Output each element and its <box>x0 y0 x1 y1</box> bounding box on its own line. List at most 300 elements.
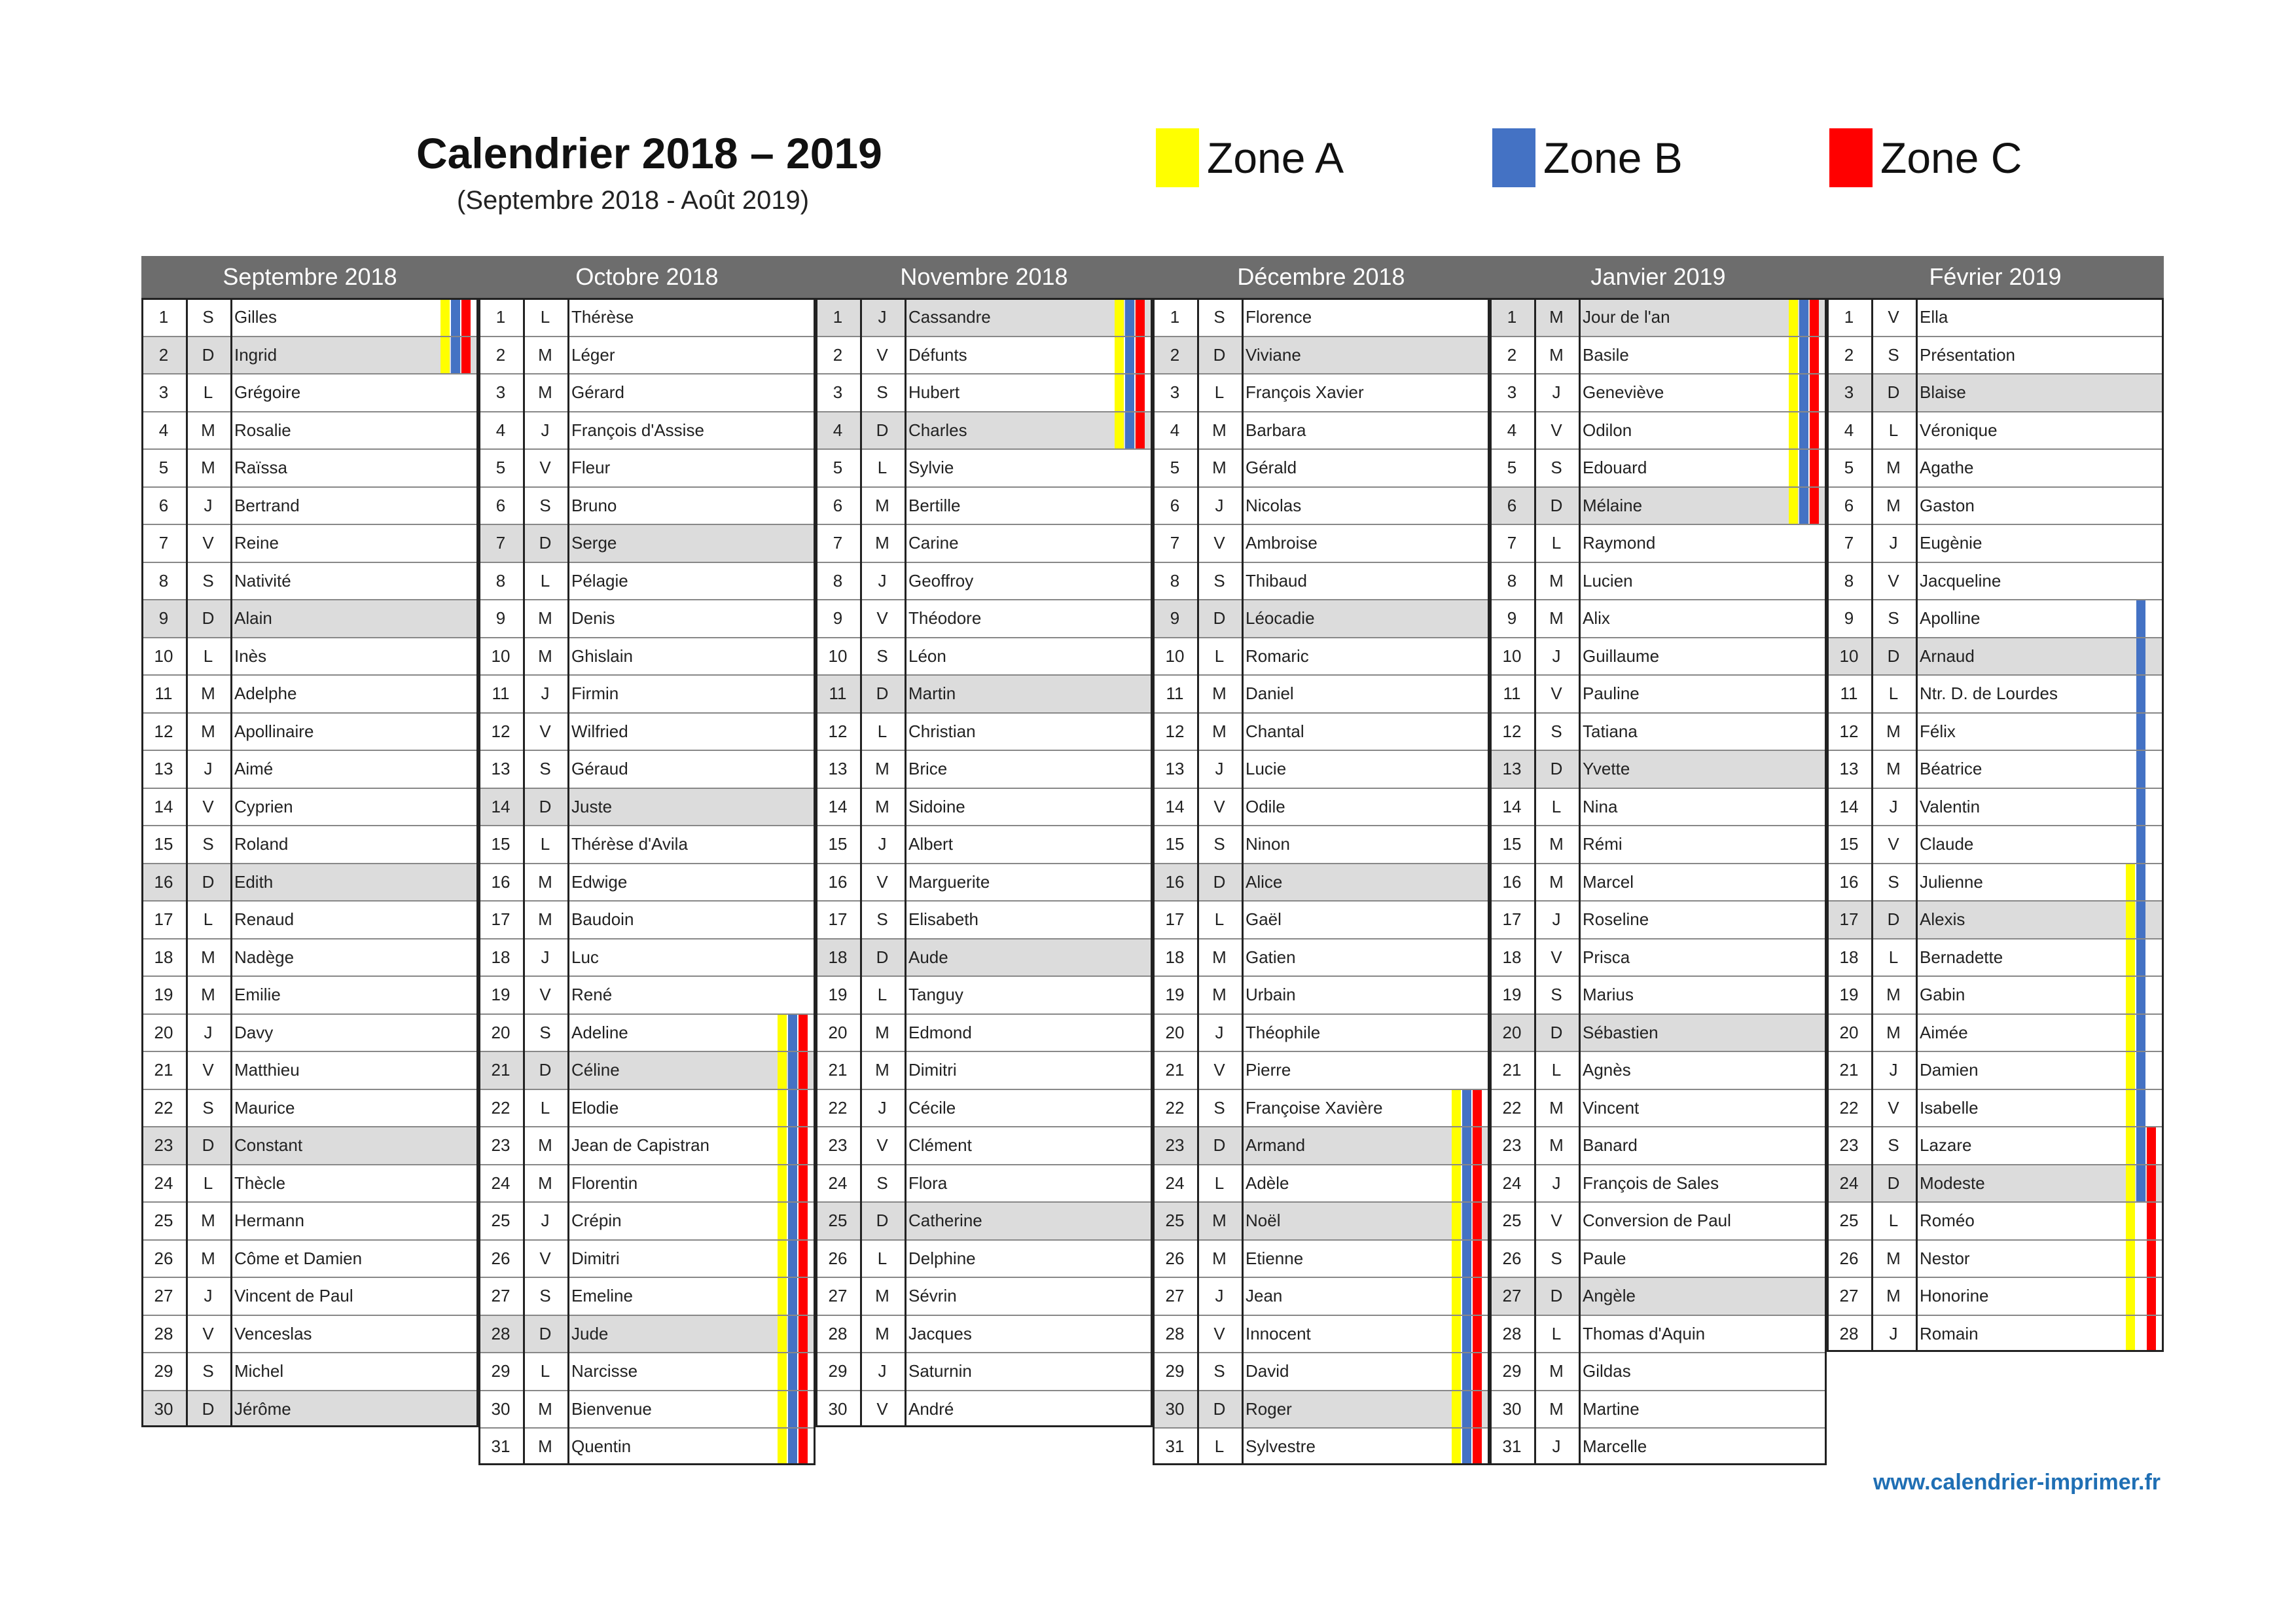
saint-name: Ingrid <box>234 344 278 365</box>
zone-c-holiday-marker <box>1473 1353 1482 1390</box>
day-of-week: L <box>877 985 888 1005</box>
day-row <box>1490 637 1827 675</box>
saint-name: Jean de Capistran <box>571 1135 710 1156</box>
day-number: 27 <box>154 1286 173 1306</box>
zone-b-swatch <box>1492 128 1535 187</box>
day-of-week: J <box>1552 909 1561 930</box>
day-row <box>478 1427 816 1465</box>
month-column <box>478 256 816 1457</box>
day-row <box>478 825 816 863</box>
day-number: 17 <box>1165 909 1185 930</box>
day-number: 15 <box>154 834 173 854</box>
saint-name: Honorine <box>1920 1286 1989 1306</box>
day-of-week: S <box>1551 1248 1562 1268</box>
saint-name: Innocent <box>1246 1323 1311 1343</box>
day-number: 10 <box>154 646 173 666</box>
zone-a-holiday-marker <box>1115 337 1124 374</box>
zone-b-holiday-marker <box>2136 714 2145 750</box>
month-column <box>816 256 1153 1419</box>
day-of-week: D <box>1550 495 1563 515</box>
day-of-week: M <box>875 1286 889 1306</box>
day-row <box>1153 938 1490 976</box>
zone-a-holiday-marker <box>778 1316 787 1353</box>
day-of-week: M <box>875 1022 889 1042</box>
day-of-week: L <box>1888 1211 1899 1231</box>
day-number: 29 <box>828 1361 848 1381</box>
day-number: 12 <box>1502 721 1522 741</box>
day-row <box>1490 1089 1827 1127</box>
zone-a-holiday-marker <box>440 299 450 336</box>
zone-c-holiday-marker <box>798 1090 808 1127</box>
day-of-week: D <box>876 947 889 967</box>
day-number: 18 <box>1839 947 1859 967</box>
day-row <box>141 336 478 374</box>
zone-a-holiday-marker <box>2126 1241 2135 1277</box>
day-row <box>816 976 1153 1013</box>
day-number: 25 <box>1502 1211 1522 1231</box>
day-row <box>816 825 1153 863</box>
column-divider <box>1197 298 1199 1465</box>
day-number: 21 <box>491 1060 511 1080</box>
day-of-week: L <box>540 570 550 591</box>
day-number: 19 <box>154 985 173 1005</box>
day-number: 19 <box>1165 985 1185 1005</box>
zone-b-holiday-marker <box>451 299 460 336</box>
saint-name: Adeline <box>571 1022 628 1042</box>
day-of-week: M <box>538 646 552 666</box>
day-row <box>1490 1277 1827 1315</box>
day-number: 14 <box>828 796 848 816</box>
saint-name: Davy <box>234 1022 274 1042</box>
saint-name: Damien <box>1920 1060 1979 1080</box>
day-of-week: M <box>1549 608 1564 629</box>
day-number: 24 <box>1839 1173 1859 1193</box>
zone-a-holiday-marker <box>2126 1278 2135 1315</box>
month-header: Février 2019 <box>1827 256 2164 298</box>
zone-a-holiday-marker <box>2126 1090 2135 1127</box>
day-of-week: M <box>1549 570 1564 591</box>
day-number: 22 <box>1839 1097 1859 1118</box>
day-number: 2 <box>1170 344 1180 365</box>
day-number: 6 <box>495 495 506 515</box>
saint-name: Ninon <box>1246 834 1290 854</box>
zone-b-holiday-marker <box>1799 412 1808 449</box>
zone-b-holiday-marker <box>2136 1090 2145 1127</box>
saint-name: Félix <box>1920 721 1956 741</box>
saint-name: Emilie <box>234 985 281 1005</box>
day-of-week: M <box>1212 1211 1227 1231</box>
day-row <box>1490 599 1827 637</box>
zone-c-holiday-marker <box>798 1316 808 1353</box>
saint-name: Florence <box>1246 307 1312 327</box>
saint-name: Ntr. D. de Lourdes <box>1920 684 2058 704</box>
day-number: 21 <box>1839 1060 1859 1080</box>
day-of-week: S <box>202 307 214 327</box>
day-of-week: J <box>1215 759 1224 779</box>
day-of-week: L <box>203 382 213 403</box>
saint-name: Firmin <box>571 684 619 704</box>
day-row <box>816 373 1153 411</box>
saint-name: Ambroise <box>1246 533 1318 553</box>
zone-c-holiday-marker <box>461 299 471 336</box>
day-of-week: D <box>876 684 889 704</box>
day-number: 19 <box>828 985 848 1005</box>
day-number: 10 <box>828 646 848 666</box>
legend-zone-a <box>1156 128 1344 187</box>
day-of-week: S <box>876 909 888 930</box>
saint-name: Michel <box>234 1361 284 1381</box>
day-of-week: D <box>539 533 552 553</box>
zone-b-holiday-marker <box>1799 488 1808 524</box>
zone-c-holiday-marker <box>1810 488 1819 524</box>
month-header: Décembre 2018 <box>1153 256 1490 298</box>
day-row <box>1153 863 1490 901</box>
day-number: 1 <box>1507 307 1517 327</box>
day-row <box>1153 562 1490 600</box>
day-row <box>1153 599 1490 637</box>
saint-name: Roseline <box>1583 909 1649 930</box>
day-row <box>1827 674 2164 712</box>
day-of-week: M <box>1549 1135 1564 1156</box>
day-of-week: J <box>878 1097 887 1118</box>
zone-a-holiday-marker <box>778 1278 787 1315</box>
day-row <box>1490 825 1827 863</box>
day-of-week: S <box>1213 1361 1225 1381</box>
saint-name: Gaël <box>1246 909 1282 930</box>
zone-a-holiday-marker <box>778 1429 787 1465</box>
saint-name: André <box>908 1398 954 1419</box>
day-of-week: V <box>1551 1211 1562 1231</box>
saint-name: Flora <box>908 1173 948 1193</box>
saint-name: Françoise Xavière <box>1246 1097 1383 1118</box>
day-number: 12 <box>828 721 848 741</box>
day-row <box>141 863 478 901</box>
day-row <box>1153 373 1490 411</box>
day-row <box>1153 486 1490 524</box>
day-of-week: M <box>1886 985 1901 1005</box>
day-number: 30 <box>154 1398 173 1419</box>
zone-a-holiday-marker <box>1115 412 1124 449</box>
zone-c-holiday-marker <box>798 1429 808 1465</box>
zone-c-holiday-marker <box>798 1353 808 1390</box>
day-row <box>1827 524 2164 562</box>
day-of-week: V <box>1888 834 1899 854</box>
day-number: 7 <box>158 533 169 553</box>
day-row <box>1827 788 2164 826</box>
saint-name: Quentin <box>571 1436 632 1457</box>
day-number: 6 <box>1170 495 1180 515</box>
zone-c-holiday-marker <box>1810 450 1819 486</box>
day-row <box>1827 1239 2164 1277</box>
day-number: 8 <box>833 570 843 591</box>
day-row <box>1827 1201 2164 1239</box>
saint-name: Léon <box>908 646 946 666</box>
day-number: 23 <box>491 1135 511 1156</box>
day-of-week: L <box>1214 646 1225 666</box>
day-row <box>141 486 478 524</box>
zone-b-holiday-marker <box>1462 1127 1471 1164</box>
zone-a-holiday-marker <box>1789 337 1798 374</box>
day-of-week: L <box>1214 1436 1225 1457</box>
saint-name: Lucien <box>1583 570 1633 591</box>
zone-c-holiday-marker <box>2147 1127 2156 1164</box>
day-number: 18 <box>1502 947 1522 967</box>
zone-c-holiday-marker <box>461 337 471 374</box>
day-number: 28 <box>1839 1323 1859 1343</box>
day-of-week: V <box>876 1398 888 1419</box>
day-number: 4 <box>1844 420 1854 440</box>
day-row <box>1827 938 2164 976</box>
month-column <box>1153 256 1490 1457</box>
saint-name: Rosalie <box>234 420 291 440</box>
day-row <box>816 1239 1153 1277</box>
saint-name: Aimée <box>1920 1022 1968 1042</box>
day-of-week: D <box>876 1211 889 1231</box>
day-row <box>1153 448 1490 486</box>
day-number: 24 <box>828 1173 848 1193</box>
day-number: 7 <box>1170 533 1180 553</box>
day-of-week: M <box>1212 420 1227 440</box>
day-row <box>1827 1164 2164 1202</box>
day-row <box>1827 599 2164 637</box>
saint-name: Geoffroy <box>908 570 974 591</box>
column-divider <box>230 298 232 1427</box>
day-number: 18 <box>828 947 848 967</box>
day-row <box>1490 486 1827 524</box>
day-of-week: D <box>1213 871 1226 892</box>
saint-name: Hubert <box>908 382 960 403</box>
day-row <box>1490 524 1827 562</box>
saint-name: François de Sales <box>1583 1173 1719 1193</box>
saint-name: Jour de l'an <box>1583 307 1670 327</box>
day-row <box>1153 1239 1490 1277</box>
day-of-week: V <box>876 344 888 365</box>
day-number: 10 <box>491 646 511 666</box>
saint-name: Barbara <box>1246 420 1306 440</box>
day-number: 13 <box>491 759 511 779</box>
zone-c-holiday-marker <box>1810 299 1819 336</box>
saint-name: Présentation <box>1920 344 2015 365</box>
day-row <box>478 938 816 976</box>
saint-name: Jacqueline <box>1920 570 2001 591</box>
day-of-week: V <box>1551 947 1562 967</box>
saint-name: Alice <box>1246 871 1283 892</box>
day-number: 11 <box>1840 684 1858 704</box>
day-row <box>816 1315 1153 1353</box>
zone-c-holiday-marker <box>798 1278 808 1315</box>
saint-name: Raïssa <box>234 458 287 478</box>
day-number: 22 <box>1502 1097 1522 1118</box>
day-row <box>1490 1201 1827 1239</box>
saint-name: Sylvestre <box>1246 1436 1316 1457</box>
day-of-week: M <box>201 1248 215 1268</box>
saint-name: David <box>1246 1361 1289 1381</box>
day-row <box>478 1013 816 1051</box>
zone-a-holiday-marker <box>778 1015 787 1051</box>
saint-name: Nicolas <box>1246 495 1302 515</box>
day-row <box>141 298 478 336</box>
day-of-week: S <box>1888 344 1899 365</box>
zone-b-holiday-marker <box>1462 1353 1471 1390</box>
zone-a-holiday-marker <box>1452 1316 1461 1353</box>
day-number: 3 <box>833 382 843 403</box>
day-number: 18 <box>491 947 511 967</box>
saint-name: Bertille <box>908 495 961 515</box>
day-number: 23 <box>1165 1135 1185 1156</box>
day-of-week: M <box>538 382 552 403</box>
day-row <box>478 863 816 901</box>
zone-b-holiday-marker <box>2136 638 2145 675</box>
zone-b-holiday-marker <box>2136 1165 2145 1202</box>
day-of-week: L <box>877 458 888 478</box>
saint-name: Dimitri <box>571 1248 620 1268</box>
day-of-week: D <box>1887 646 1900 666</box>
day-row <box>816 1013 1153 1051</box>
month-column <box>1490 256 1827 1457</box>
day-row <box>816 1277 1153 1315</box>
day-of-week: J <box>1889 796 1898 816</box>
day-of-week: M <box>201 1211 215 1231</box>
day-of-week: M <box>1549 1097 1564 1118</box>
saint-name: Jérôme <box>234 1398 291 1419</box>
day-row <box>1490 411 1827 449</box>
day-of-week: V <box>539 721 551 741</box>
day-number: 25 <box>154 1211 173 1231</box>
column-divider <box>860 298 862 1427</box>
day-of-week: J <box>878 570 887 591</box>
day-row <box>141 712 478 750</box>
day-row <box>141 373 478 411</box>
day-number: 7 <box>833 533 843 553</box>
day-of-week: J <box>1215 1022 1224 1042</box>
day-of-week: V <box>1551 684 1562 704</box>
saint-name: Cassandre <box>908 307 991 327</box>
saint-name: Léger <box>571 344 615 365</box>
zone-c-holiday-marker <box>2147 1165 2156 1202</box>
day-of-week: L <box>1888 947 1899 967</box>
day-row <box>1827 1277 2164 1315</box>
day-row <box>478 1315 816 1353</box>
zone-b-holiday-marker <box>788 1241 797 1277</box>
day-row <box>141 637 478 675</box>
day-row <box>478 524 816 562</box>
calendar-subtitle: (Septembre 2018 - Août 2019) <box>457 186 810 215</box>
day-row <box>1153 1352 1490 1390</box>
day-row <box>816 1390 1153 1428</box>
day-of-week: J <box>541 947 550 967</box>
day-of-week: L <box>203 1173 213 1193</box>
day-row <box>1490 1427 1827 1465</box>
day-row <box>1490 750 1827 788</box>
day-row <box>1490 1239 1827 1277</box>
day-of-week: M <box>1212 985 1227 1005</box>
saint-name: Alexis <box>1920 909 1965 930</box>
zone-c-holiday-marker <box>1473 1203 1482 1239</box>
day-number: 5 <box>158 458 169 478</box>
day-of-week: D <box>1213 1398 1226 1419</box>
zone-a-holiday-marker <box>1789 450 1798 486</box>
day-number: 16 <box>828 871 848 892</box>
column-divider <box>1242 298 1244 1465</box>
day-number: 21 <box>1502 1060 1522 1080</box>
day-number: 24 <box>154 1173 173 1193</box>
saint-name: Reine <box>234 533 279 553</box>
day-of-week: L <box>203 646 213 666</box>
saint-name: Conversion de Paul <box>1583 1211 1731 1231</box>
zone-a-holiday-marker <box>1115 374 1124 411</box>
day-number: 2 <box>158 344 169 365</box>
saint-name: Maurice <box>234 1097 295 1118</box>
day-row <box>1490 1164 1827 1202</box>
saint-name: Côme et Damien <box>234 1248 363 1268</box>
zone-a-holiday-marker <box>1452 1278 1461 1315</box>
zone-a-holiday-marker <box>2126 939 2135 976</box>
column-divider <box>186 298 188 1427</box>
day-of-week: J <box>1552 1173 1561 1193</box>
day-number: 26 <box>828 1248 848 1268</box>
day-number: 20 <box>491 1022 511 1042</box>
day-of-week: D <box>1550 1286 1563 1306</box>
zone-a-holiday-marker <box>778 1052 787 1089</box>
day-row <box>478 1277 816 1315</box>
column-divider <box>1871 298 1873 1352</box>
day-of-week: V <box>202 533 214 553</box>
day-number: 28 <box>154 1323 173 1343</box>
day-number: 19 <box>491 985 511 1005</box>
day-row <box>1827 486 2164 524</box>
day-row <box>141 674 478 712</box>
day-row <box>1490 976 1827 1013</box>
saint-name: Gilles <box>234 307 278 327</box>
day-of-week: J <box>1889 533 1898 553</box>
zone-c-holiday-marker <box>1473 1278 1482 1315</box>
day-row <box>1490 373 1827 411</box>
day-of-week: D <box>539 796 552 816</box>
day-number: 16 <box>154 871 173 892</box>
saint-name: Alain <box>234 608 272 629</box>
day-of-week: V <box>539 458 551 478</box>
saint-name: Ghislain <box>571 646 633 666</box>
day-number: 3 <box>495 382 506 403</box>
day-of-week: M <box>1212 1248 1227 1268</box>
day-of-week: S <box>202 1097 214 1118</box>
day-number: 31 <box>1165 1436 1185 1457</box>
day-row <box>816 1164 1153 1202</box>
day-number: 31 <box>1502 1436 1522 1457</box>
day-number: 10 <box>1839 646 1859 666</box>
day-number: 4 <box>1507 420 1517 440</box>
saint-name: Noël <box>1246 1211 1281 1231</box>
day-of-week: S <box>202 1361 214 1381</box>
day-number: 19 <box>1502 985 1522 1005</box>
day-of-week: J <box>541 1211 550 1231</box>
saint-name: Léocadie <box>1246 608 1315 629</box>
zone-b-holiday-marker <box>1799 299 1808 336</box>
day-of-week: M <box>875 495 889 515</box>
day-number: 28 <box>828 1323 848 1343</box>
zone-a-holiday-marker <box>2126 902 2135 938</box>
website-link[interactable]: www.calendrier-imprimer.fr <box>1873 1470 2161 1495</box>
saint-name: Nestor <box>1920 1248 1970 1268</box>
day-of-week: D <box>202 1398 215 1419</box>
day-of-week: M <box>538 1173 552 1193</box>
day-row <box>816 674 1153 712</box>
saint-name: René <box>571 985 613 1005</box>
day-row <box>816 900 1153 938</box>
day-number: 22 <box>1165 1097 1185 1118</box>
saint-name: Thérèse <box>571 307 634 327</box>
day-of-week: D <box>202 1135 215 1156</box>
